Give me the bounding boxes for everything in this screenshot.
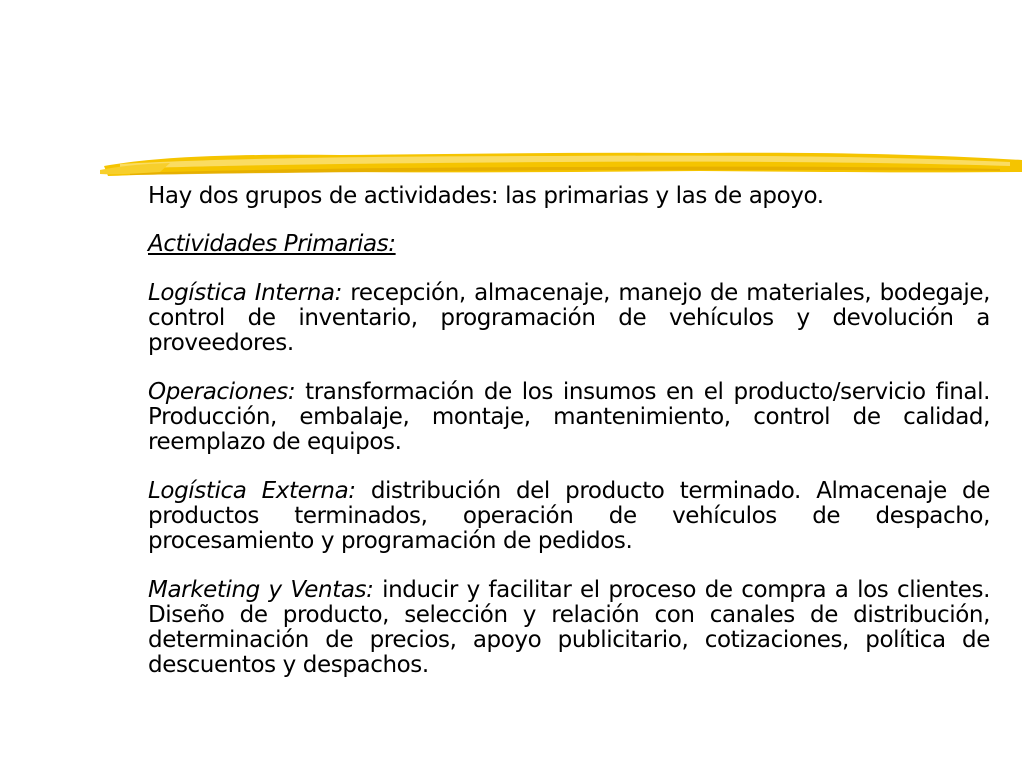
yellow-brush-stroke-divider (100, 142, 1024, 186)
activity-term: Operaciones: (148, 379, 296, 405)
activity-term: Logística Interna: (148, 280, 342, 306)
activity-item (148, 479, 990, 554)
slide-content (148, 184, 990, 702)
activity-description: inducir y facilitar el proceso de compra a los clientes. Diseño de producto, selección y relación con canales de distribución, determinación de precios, apoyo publicitario, cotizaciones, política de descuentos y despachos. (148, 577, 990, 678)
activity-item (148, 380, 990, 455)
activity-item (148, 281, 990, 356)
activity-description: transformación de los insumos en el producto/servicio final. Producción, embalaje, montaje, mantenimiento, control de calidad, reemplazo de equipos. (148, 379, 990, 455)
activity-item (148, 578, 990, 678)
activity-term: Marketing y Ventas: (148, 577, 374, 603)
section-heading (148, 232, 990, 257)
intro-paragraph: Hay dos grupos de actividades: las primarias y las de apoyo. (148, 183, 824, 209)
activity-description: distribución del producto terminado. Almacenaje de productos terminados, operación de vehículos de despacho, procesamiento y programación de pedidos. (148, 478, 990, 554)
activity-description: recepción, almacenaje, manejo de materiales, bodegaje, control de inventario, programación de vehículos y devolución a proveedores. (148, 280, 990, 356)
section-heading-text: Actividades Primarias: (148, 231, 396, 257)
activity-term: Logística Externa: (148, 478, 356, 504)
